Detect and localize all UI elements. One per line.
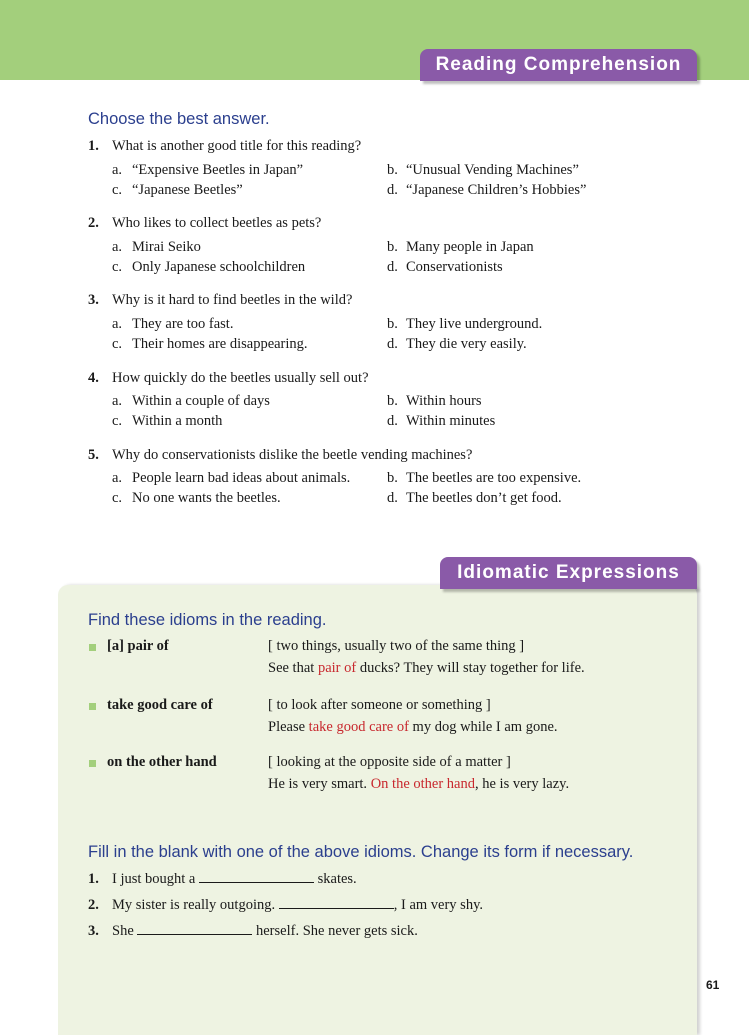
example-text: He is very smart. bbox=[268, 776, 371, 792]
example-text: Please bbox=[268, 719, 309, 735]
option-text: “Japanese Children’s Hobbies” bbox=[406, 182, 587, 198]
idiom-term: [a] pair of bbox=[107, 638, 169, 654]
option-text: Only Japanese schoolchildren bbox=[132, 259, 306, 275]
bullet-square bbox=[89, 644, 96, 651]
option-letter: a. bbox=[112, 393, 123, 409]
option-text: Many people in Japan bbox=[406, 239, 534, 255]
example-text: , he is very lazy. bbox=[474, 776, 570, 792]
option-letter: b. bbox=[387, 470, 398, 486]
option-letter: b. bbox=[387, 239, 398, 255]
option-letter: c. bbox=[112, 336, 123, 352]
fill-text: She bbox=[112, 923, 138, 939]
question-number: 3. bbox=[88, 292, 99, 308]
example-highlight: On the other hand bbox=[370, 776, 475, 792]
option-letter: b. bbox=[387, 393, 398, 409]
option-text: No one wants the beetles. bbox=[132, 490, 281, 506]
option-letter: d. bbox=[387, 182, 398, 198]
option-letter: d. bbox=[387, 490, 398, 506]
option-text: The beetles don’t get food. bbox=[406, 490, 562, 506]
question-number: 4. bbox=[88, 370, 99, 386]
option-text: Their homes are disappearing. bbox=[132, 336, 308, 352]
option-text: They die very easily. bbox=[406, 336, 527, 352]
fill-blank-heading: Fill in the blank with one of the above idioms. Change its form if necessary. bbox=[88, 843, 634, 861]
fill-text: I just bought a bbox=[112, 871, 199, 887]
blank-line[interactable] bbox=[279, 897, 394, 909]
bullet-square bbox=[89, 760, 96, 767]
option-letter: b. bbox=[387, 316, 398, 332]
fill-text: , I am very shy. bbox=[393, 897, 484, 913]
option-text: They live underground. bbox=[406, 316, 543, 332]
idiom-example bbox=[268, 660, 585, 677]
question-number: 1. bbox=[88, 138, 99, 154]
page-number: 61 bbox=[706, 978, 720, 992]
reading-comprehension-tab: Reading Comprehension bbox=[420, 49, 697, 81]
option-text: Within a month bbox=[132, 413, 223, 429]
option-letter: a. bbox=[112, 239, 123, 255]
option-text: Mirai Seiko bbox=[132, 239, 201, 255]
option-letter: b. bbox=[387, 162, 398, 178]
option-letter: a. bbox=[112, 162, 123, 178]
blank-line[interactable] bbox=[137, 923, 252, 935]
question-number: 2. bbox=[88, 215, 99, 231]
option-letter: c. bbox=[112, 413, 123, 429]
idiom-term: take good care of bbox=[107, 697, 213, 713]
option-text: “Unusual Vending Machines” bbox=[406, 162, 579, 178]
fill-item-number: 2. bbox=[88, 897, 99, 913]
option-text: The beetles are too expensive. bbox=[406, 470, 582, 486]
option-text: People learn bad ideas about animals. bbox=[132, 470, 351, 486]
option-text: They are too fast. bbox=[132, 316, 234, 332]
idiomatic-expressions-tab: Idiomatic Expressions bbox=[440, 557, 697, 589]
idiom-example bbox=[268, 719, 558, 736]
question-number: 5. bbox=[88, 447, 99, 463]
fill-text: herself. She never gets sick. bbox=[252, 923, 418, 939]
example-text: See that bbox=[268, 660, 318, 676]
find-idioms-heading: Find these idioms in the reading. bbox=[88, 611, 327, 629]
option-letter: a. bbox=[112, 316, 123, 332]
question-text: Why is it hard to find beetles in the wild? bbox=[112, 292, 353, 308]
fill-item-number: 1. bbox=[88, 871, 99, 887]
bullet-square bbox=[89, 703, 96, 710]
question-text: How quickly do the beetles usually sell out? bbox=[112, 370, 369, 386]
example-highlight: take good care of bbox=[308, 719, 409, 735]
fill-item bbox=[112, 871, 357, 888]
option-letter: c. bbox=[112, 490, 123, 506]
option-text: “Japanese Beetles” bbox=[132, 182, 243, 198]
idiom-term: on the other hand bbox=[107, 754, 217, 770]
idiom-definition: [ looking at the opposite side of a matter ] bbox=[268, 754, 511, 770]
option-letter: d. bbox=[387, 259, 398, 275]
option-letter: c. bbox=[112, 259, 123, 275]
option-text: Conservationists bbox=[406, 259, 503, 275]
idiom-definition: [ to look after someone or something ] bbox=[268, 697, 491, 713]
idiom-example bbox=[268, 776, 569, 793]
fill-text: skates. bbox=[314, 871, 357, 887]
option-letter: a. bbox=[112, 470, 123, 486]
option-text: “Expensive Beetles in Japan” bbox=[132, 162, 304, 178]
fill-text: My sister is really outgoing. bbox=[112, 897, 279, 913]
option-text: Within minutes bbox=[406, 413, 496, 429]
option-text: Within hours bbox=[406, 393, 482, 409]
blank-line[interactable] bbox=[199, 871, 314, 883]
example-text: my dog while I am gone. bbox=[408, 719, 558, 735]
question-text: What is another good title for this reading? bbox=[112, 138, 362, 154]
option-letter: d. bbox=[387, 413, 398, 429]
fill-item bbox=[112, 897, 483, 914]
example-text: ducks? They will stay together for life. bbox=[356, 660, 585, 676]
fill-item-number: 3. bbox=[88, 923, 99, 939]
question-text: Who likes to collect beetles as pets? bbox=[112, 215, 322, 231]
idiom-definition: [ two things, usually two of the same thing ] bbox=[268, 638, 525, 654]
choose-heading: Choose the best answer. bbox=[88, 110, 270, 128]
question-text: Why do conservationists dislike the beetle vending machines? bbox=[112, 447, 473, 463]
option-text: Within a couple of days bbox=[132, 393, 270, 409]
example-highlight: pair of bbox=[317, 660, 357, 676]
option-letter: d. bbox=[387, 336, 398, 352]
fill-item bbox=[112, 923, 418, 940]
option-letter: c. bbox=[112, 182, 123, 198]
